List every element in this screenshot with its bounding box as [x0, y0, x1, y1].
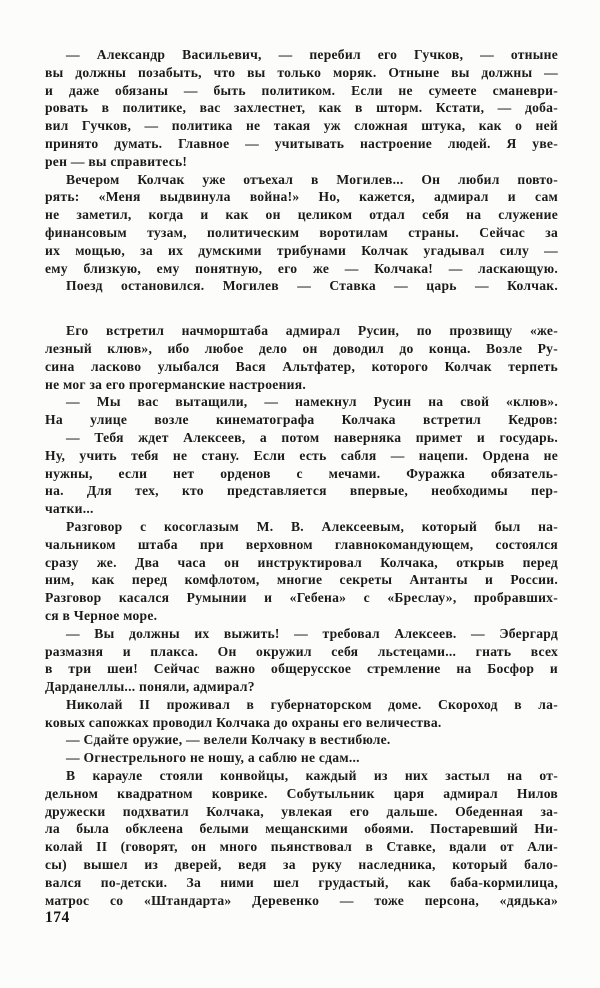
page-number: 174: [45, 909, 70, 926]
text-line: Вечером Колчак уже отъехал в Могилев... Он любил повто-: [66, 171, 558, 187]
text-line: не заметил, когда и как он целиком отдал себя на служение: [45, 207, 558, 223]
text-line: сразу же. Два часа он инструктировал Колчака, открыв перед: [45, 554, 558, 570]
text-line: Ну, учить тебя не стану. Если есть сабля — нацепи. Ордена не: [45, 447, 558, 463]
text-line: — Огнестрельного не ношу, а саблю не сдам...: [66, 750, 360, 766]
text-line: дельном квадратном коврике. Собутыльник царя адмирал Нилов: [45, 785, 558, 801]
text-line: лезный клюв», ибо любое дело он доводил до конца. Возле Ру-: [45, 340, 558, 356]
text-line: их мощью, за их думскими трибунами Колчак угадывал силу —: [45, 242, 558, 258]
text-line: — Тебя ждет Алексеев, а потом наверняка примет и государь.: [66, 429, 558, 445]
text-line: чальником штаба при верховном главнокомандующем, состоялся: [45, 536, 558, 552]
body-text: [45, 46, 558, 909]
text-line: нужны, если нет орденов с мечами. Фуражка обязатель-: [45, 465, 558, 481]
text-line: размазня и плакса. Он окружил себя льстецами... гнать всех: [45, 643, 558, 659]
text-line: Поезд остановился. Могилев — Ставка — царь — Колчак.: [66, 278, 558, 294]
text-line: финансовым тузам, политическим воротилам страны. Сейчас за: [45, 224, 558, 240]
text-line: В карауле стояли конвойцы, каждый из них застыл на от-: [66, 768, 558, 784]
text-line: чатки...: [45, 501, 94, 517]
text-line: дружески подхватил Колчака, увлекая его дальше. Обеденная за-: [45, 803, 558, 819]
section-break: [45, 295, 558, 322]
text-line: ему близкую, ему понятную, его же — Колчака! — ласкающую.: [45, 260, 558, 276]
text-line: рен — вы справитесь!: [45, 153, 188, 169]
text-line: ковых сапожках проводил Колчака до охраны его величества.: [45, 714, 442, 730]
text-line: и даже обязаны — быть политиком. Если не сумеете сманеври-: [45, 82, 558, 98]
text-line: Николай II проживал в губернаторском доме. Скороход в ла-: [66, 696, 558, 712]
text-line: Дарданеллы... поняли, адмирал?: [45, 679, 255, 695]
text-line: ним, как перед комфлотом, многие секреты Антанты и России.: [45, 572, 558, 588]
text-line: — Сдайте оружие, — велели Колчаку в вестибюле.: [66, 732, 391, 748]
text-line: колай II (говорят, он много пьянствовал в Ставке, вдали от Али-: [45, 839, 558, 855]
text-line: рять: «Меня выдвинула война!» Но, кажется, адмирал и сам: [45, 189, 558, 205]
text-line: ла была обклеена белыми мещанскими обоями. Постаревший Ни-: [45, 821, 558, 837]
text-line: На улице возле кинематографа Колчака встретил Кедров:: [45, 412, 558, 428]
text-line: сы) вышел из дверей, ведя за руку наследника, который бало-: [45, 857, 558, 873]
text-line: Разговор касался Румынии и «Гебена» с «Бреслау», пробравших-: [45, 590, 558, 606]
text-line: вы должны позабыть, что вы только моряк. Отныне вы должны —: [45, 64, 558, 80]
text-line: не мог за его прогерманские настроения.: [45, 376, 306, 392]
text-line: вил Гучков, — политика не такая уж сложная штука, как о ней: [45, 118, 558, 134]
text-line: ся в Черное море.: [45, 607, 158, 623]
text-line: Его встретил начморштаба адмирал Русин, по прозвищу «же-: [66, 323, 558, 339]
text-line: в три шеи! Сейчас важно общерусское стремление на Босфор и: [45, 661, 558, 677]
text-line: Разговор с косоглазым М. В. Алексеевым, который был на-: [66, 518, 558, 534]
text-line: — Вы должны их выжить! — требовал Алексеев. — Эбергард: [66, 625, 558, 641]
text-line: — Александр Васильевич, — перебил его Гучков, — отныне: [66, 47, 558, 62]
text-line: ровать в политике, вас захлестнет, как в шторм. Кстати, — доба-: [45, 100, 558, 116]
text-line: — Мы вас вытащили, — намекнул Русин на свой «клюв».: [66, 394, 558, 410]
text-line: вался по-детски. За ними шел грудастый, как баба-кормилица,: [45, 874, 558, 890]
text-line: матрос со «Штандарта» Деревенко — тоже персона, «дядька»: [45, 892, 558, 908]
text-line: на. Для тех, кто представляется впервые, необходимы пер-: [45, 483, 558, 499]
text-line: сина ласково улыбался Вася Альтфатер, которого Колчак терпеть: [45, 358, 558, 374]
text-line: принято думать. Главное — учитывать настроение людей. Я уве-: [45, 135, 558, 151]
